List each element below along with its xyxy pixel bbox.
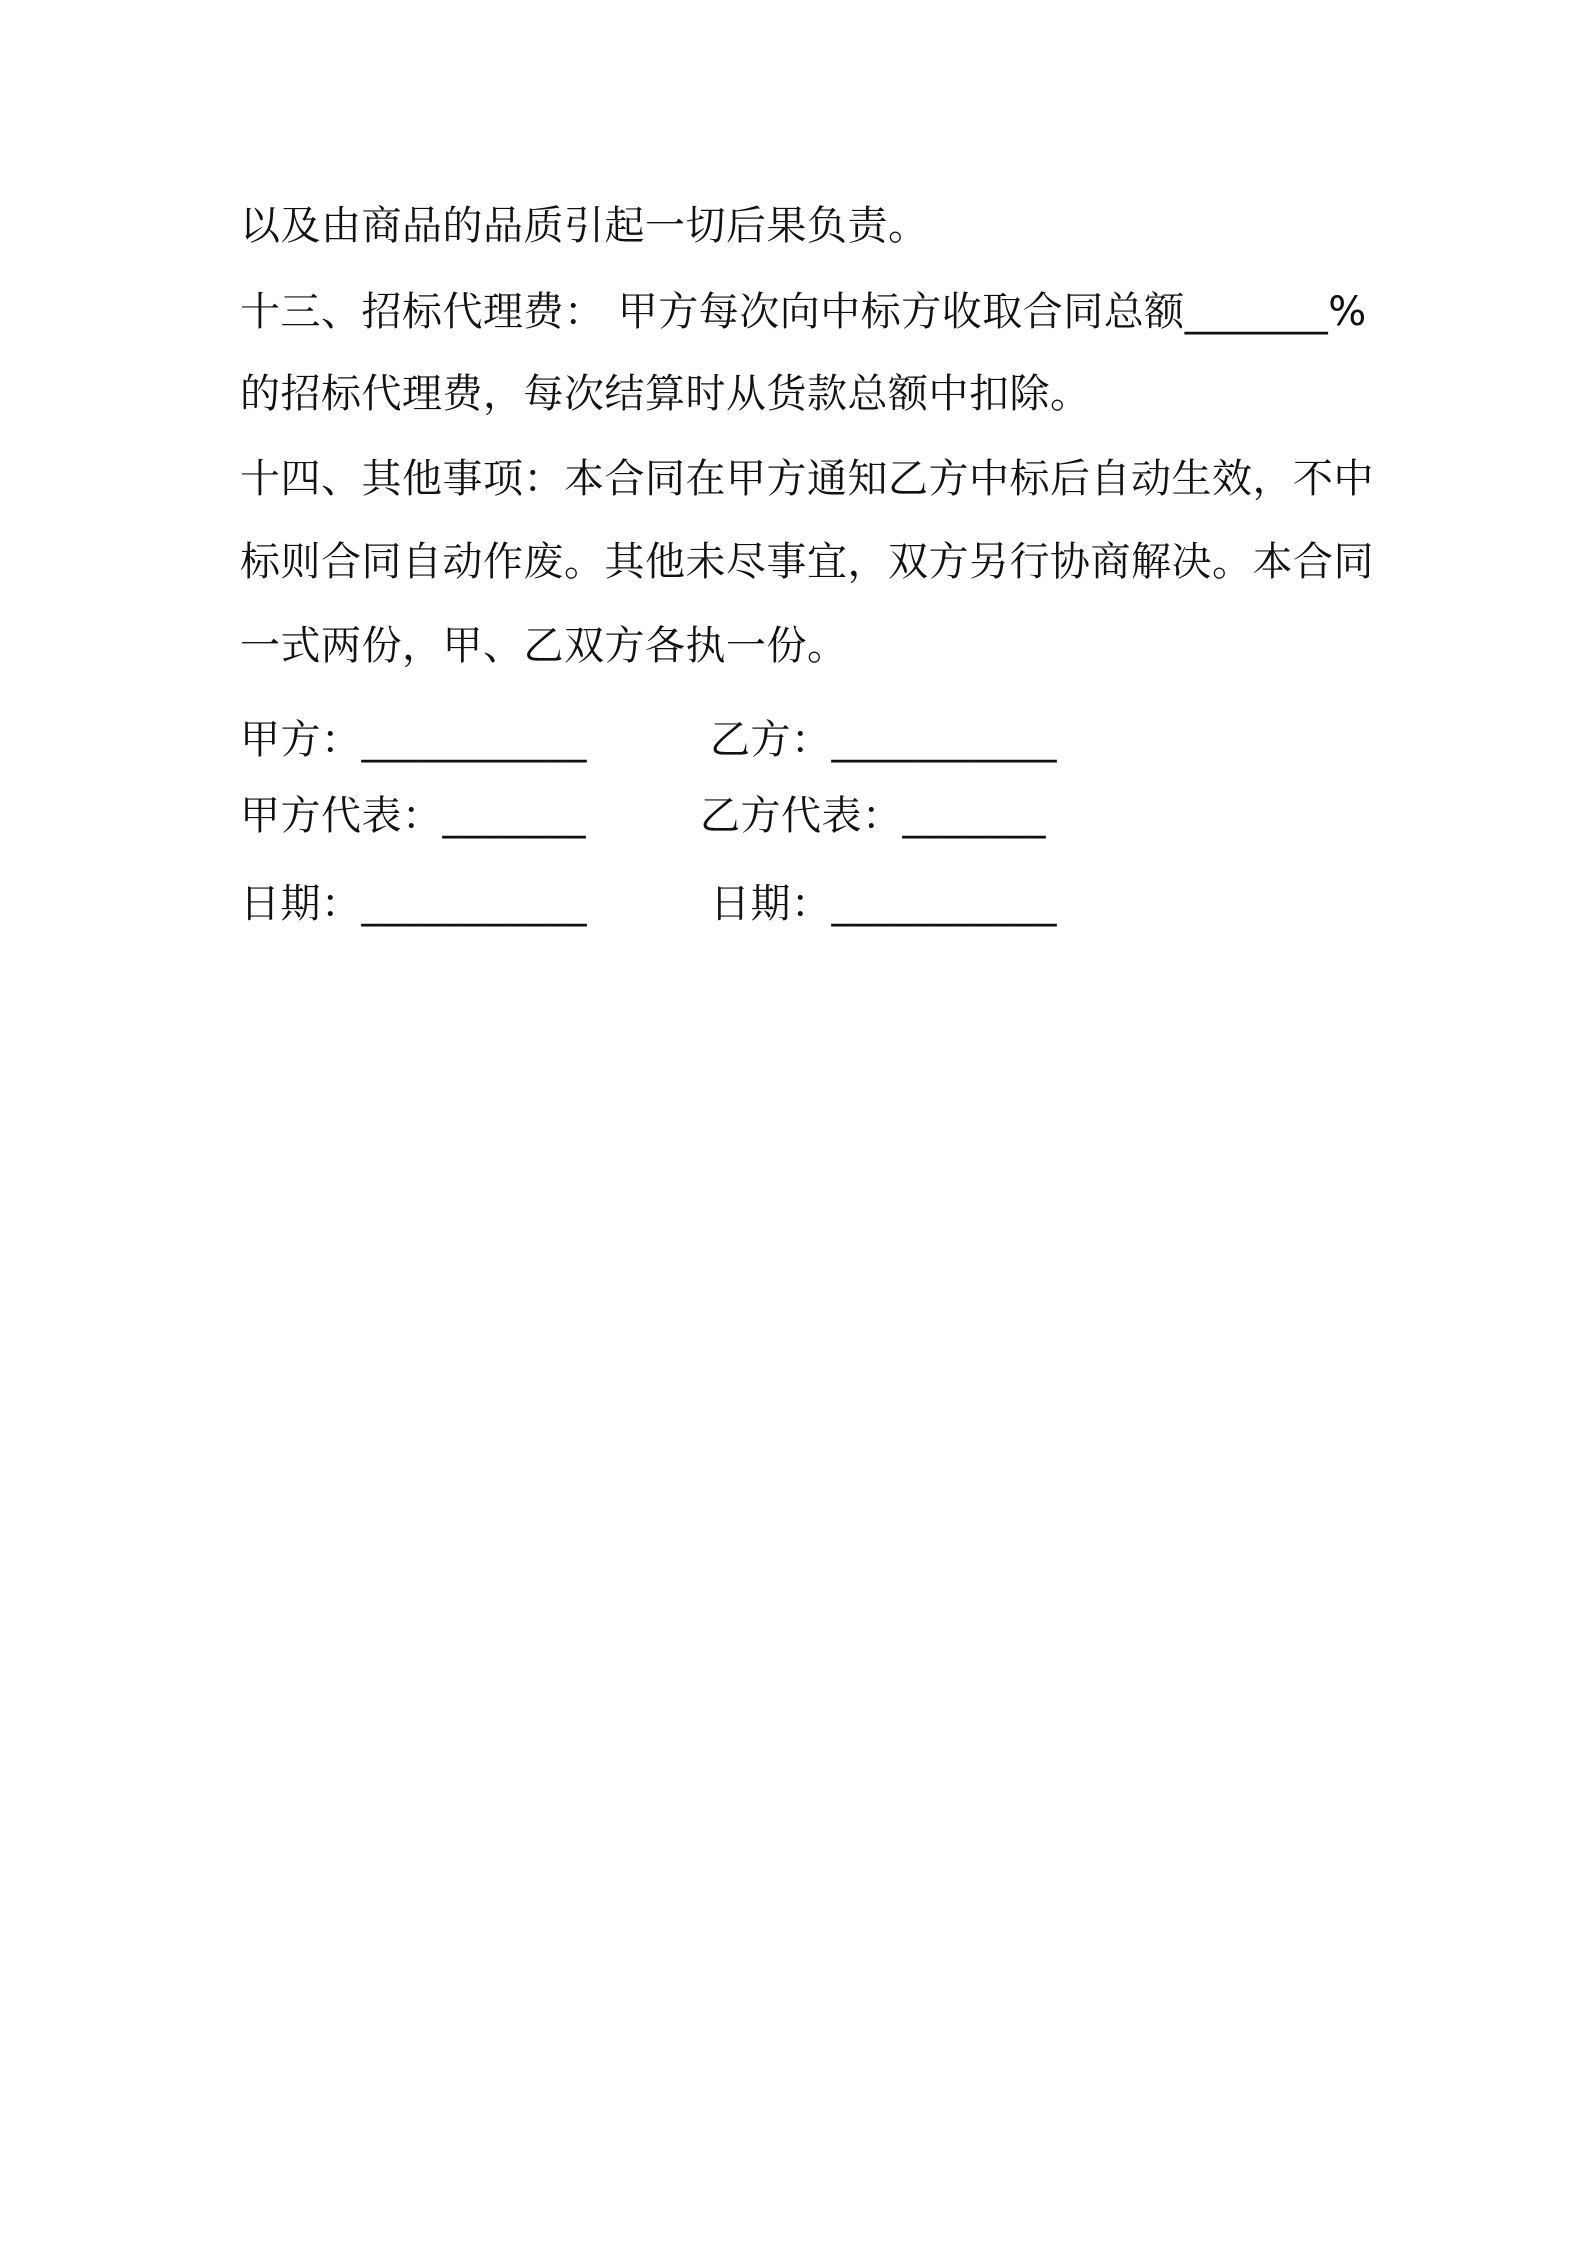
party-a-representative-field[interactable]: 甲方代表：_______ (240, 793, 586, 839)
clause-12-continuation: 以及由商品的品质引起一切后果负责。 (240, 203, 929, 249)
signature-row-parties (0, 716, 1586, 772)
party-b-representative-field[interactable]: 乙方代表：_______ (700, 793, 1046, 839)
party-a-date-field[interactable]: 日期：___________ (240, 881, 587, 927)
signature-row-dates (0, 880, 1586, 936)
clause-13-line-1: 十三、招标代理费： 甲方每次向中标方收取合同总额_______% (240, 289, 1367, 335)
clause-14-line-1: 十四、其他事项：本合同在甲方通知乙方中标后自动生效，不中 (240, 456, 1374, 502)
clause-14-line-3: 一式两份，甲、乙双方各执一份。 (240, 623, 848, 669)
party-b-date-field[interactable]: 日期：___________ (710, 881, 1057, 927)
clause-13-line-2: 的招标代理费，每次结算时从货款总额中扣除。 (240, 371, 1091, 417)
clause-14-line-2: 标则合同自动作废。其他未尽事宜，双方另行协商解决。本合同 (240, 539, 1374, 585)
party-a-signature-field[interactable]: 甲方：___________ (240, 717, 587, 763)
signature-row-representatives (0, 792, 1586, 848)
party-b-signature-field[interactable]: 乙方：___________ (710, 717, 1057, 763)
